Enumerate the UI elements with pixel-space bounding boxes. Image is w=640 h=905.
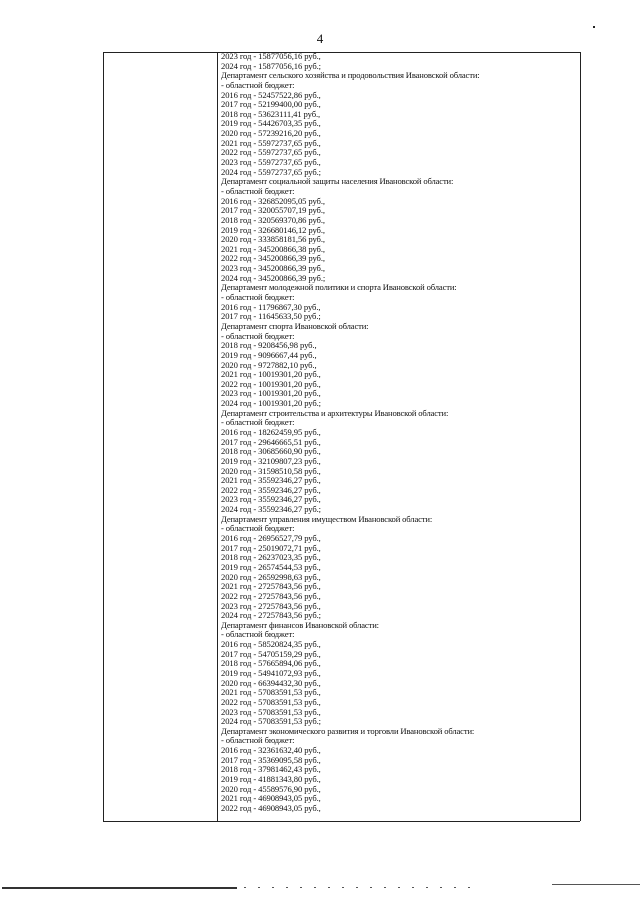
year-amount-line: 2022 год - 35592346,27 руб., [221,484,321,495]
year-amount-line: 2021 год - 57083591,53 руб., [221,687,321,698]
year-amount-line: 2020 год - 66394432,30 руб., [221,677,321,688]
year-amount-line: 2017 год - 54705159,29 руб., [221,648,321,659]
footer-scan-line-right [552,884,640,885]
year-amount-line: 2018 год - 26237023,35 руб., [221,552,321,563]
year-amount-line: 2021 год - 10019301,20 руб., [221,369,321,380]
budget-label: - областной бюджет: [221,523,295,534]
year-amount-line: 2018 год - 37981462,43 руб., [221,764,321,775]
year-amount-line: 2024 год - 57083591,53 руб.; [221,716,321,727]
year-amount-line: 2016 год - 326852095,05 руб., [221,195,325,206]
year-amount-line: 2016 год - 58520824,35 руб., [221,639,321,650]
year-amount-line: 2018 год - 57665894,06 руб., [221,658,321,669]
year-amount-line: 2024 год - 345200866,39 руб.; [221,272,326,283]
department-heading: Департамент экономического развития и торговли Ивановской области: [221,725,475,736]
year-amount-line: 2020 год - 31598510,58 руб., [221,465,321,476]
year-amount-line: 2017 год - 35369095,58 руб., [221,754,321,765]
footer-scan-dashes [244,887,474,888]
year-amount-line: 2016 год - 32361632,40 руб., [221,745,321,756]
year-amount-line: 2023 год - 55972737,65 руб., [221,157,321,168]
year-amount-line: 2020 год - 9727882,10 руб., [221,359,317,370]
year-amount-line: 2023 год - 10019301,20 руб., [221,388,321,399]
budget-label: - областной бюджет: [221,629,295,640]
year-amount-line: 2022 год - 46908943,05 руб., [221,802,321,813]
year-amount-line: 2022 год - 55972737,65 руб., [221,147,321,158]
table-border-right [580,52,581,821]
year-amount-line: 2019 год - 326680146,12 руб., [221,224,325,235]
year-amount-line: 2019 год - 9096667,44 руб., [221,349,317,360]
year-amount-line: 2024 год - 27257843,56 руб.; [221,610,321,621]
year-amount-line: 2021 год - 27257843,56 руб., [221,581,321,592]
year-amount-line: 2022 год - 57083591,53 руб., [221,696,321,707]
year-amount-line: 2018 год - 30685660,90 руб., [221,446,321,457]
scan-dot [593,26,595,28]
page-number: 4 [316,31,324,46]
year-amount-line: 2022 год - 27257843,56 руб., [221,590,321,601]
department-heading: Департамент управления имуществом Ивановской области: [221,513,433,524]
year-amount-line: 2018 год - 9208456,98 руб., [221,340,317,351]
year-amount-line: 2024 год - 15877056,16 руб.; [221,60,321,71]
year-amount-line: 2021 год - 345200866,38 руб., [221,243,325,254]
year-amount-line: 2023 год - 345200866,39 руб., [221,263,325,274]
department-heading: Департамент сельского хозяйства и продовольствия Ивановской области: [221,70,480,81]
year-amount-line: 2022 год - 10019301,20 руб., [221,378,321,389]
budget-label: - областной бюджет: [221,185,295,196]
year-amount-line: 2020 год - 333858181,56 руб., [221,234,325,245]
funding-text-column [221,52,577,820]
table-column-divider [217,52,218,821]
year-amount-line: 2017 год - 320055707,19 руб., [221,205,325,216]
year-amount-line: 2021 год - 55972737,65 руб., [221,137,321,148]
year-amount-line: 2023 год - 27257843,56 руб., [221,600,321,611]
budget-label: - областной бюджет: [221,735,295,746]
year-amount-line: 2022 год - 345200866,39 руб., [221,253,325,264]
year-amount-line: 2017 год - 25019072,71 руб., [221,542,321,553]
year-amount-line: 2016 год - 18262459,95 руб., [221,426,321,437]
year-amount-line: 2018 год - 53623111,41 руб., [221,108,321,119]
year-amount-line: 2019 год - 26574544,53 руб., [221,561,321,572]
budget-label: - областной бюджет: [221,330,295,341]
year-amount-line: 2021 год - 35592346,27 руб., [221,475,321,486]
year-amount-line: 2024 год - 35592346,27 руб.; [221,504,321,515]
year-amount-line: 2020 год - 26592998,63 руб., [221,571,321,582]
year-amount-line: 2019 год - 32109807,23 руб., [221,455,321,466]
year-amount-line: 2016 год - 11796867,30 руб., [221,301,321,312]
department-heading: Департамент финансов Ивановской области: [221,619,379,630]
year-amount-line: 2019 год - 54941072,93 руб., [221,668,321,678]
year-amount-line: 2018 год - 320569370,86 руб., [221,214,325,225]
department-heading: Департамент социальной защиты населения Ивановской области: [221,176,454,187]
footer-scan-line [2,887,237,889]
year-amount-line: 2020 год - 45589576,90 руб., [221,783,321,794]
year-amount-line: 2020 год - 57239216,20 руб., [221,128,321,139]
year-amount-line: 2023 год - 57083591,53 руб., [221,706,321,717]
budget-label: - областной бюджет: [221,417,295,428]
year-amount-line: 2017 год - 29646665,51 руб., [221,436,321,447]
department-heading: Департамент спорта Ивановской области: [221,320,369,331]
budget-label: - областной бюджет: [221,292,295,303]
year-amount-line: 2023 год - 15877056,16 руб., [221,52,321,61]
year-amount-line: 2017 год - 52199400,00 руб., [221,99,321,110]
year-amount-line: 2019 год - 41881343,80 руб., [221,774,321,785]
department-heading: Департамент молодежной политики и спорта Ивановской области: [221,282,457,293]
year-amount-line: 2016 год - 52457522,86 руб., [221,89,321,100]
year-amount-line: 2019 год - 54426703,35 руб., [221,118,321,129]
year-amount-line: 2023 год - 35592346,27 руб., [221,494,321,505]
year-amount-line: 2024 год - 55972737,65 руб.; [221,166,321,177]
year-amount-line: 2021 год - 46908943,05 руб., [221,793,321,804]
year-amount-line: 2017 год - 11645633,50 руб.; [221,311,321,322]
department-heading: Департамент строительства и архитектуры Ивановской области: [221,407,449,418]
year-amount-line: 2016 год - 26956527,79 руб., [221,533,321,544]
year-amount-line: 2024 год - 10019301,20 руб.; [221,398,321,409]
budget-label: - областной бюджет: [221,79,295,90]
table-border-left [103,52,104,821]
